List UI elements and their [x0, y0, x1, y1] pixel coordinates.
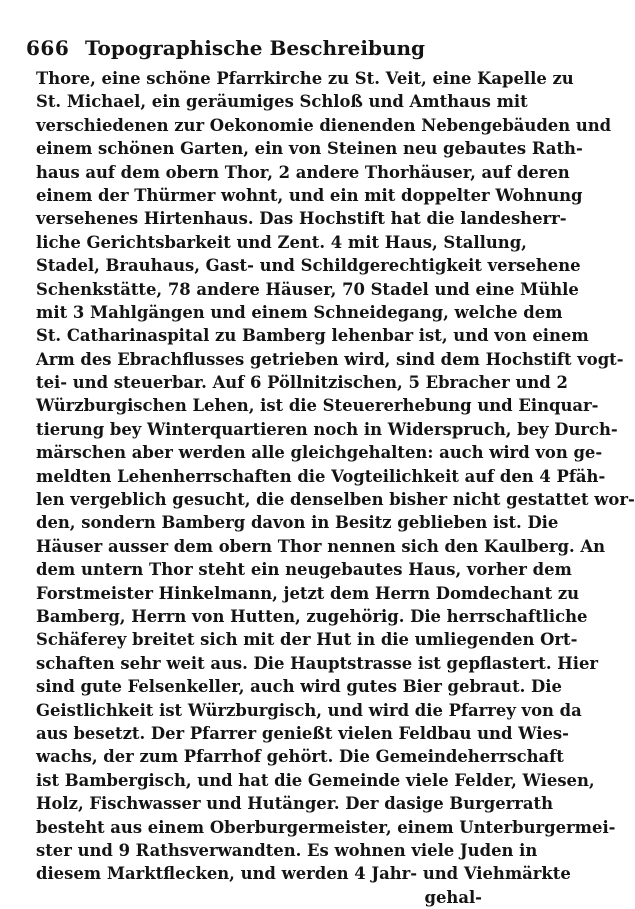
text-line: len vergeblich gesucht, die denselben bisher nicht gestattet wor-	[36, 490, 635, 510]
text-line: liche Gerichtsbarkeit und Zent. 4 mit Haus, Stallung,	[36, 232, 527, 252]
text-line: Holz, Fischwasser und Hutänger. Der dasige Burgerrath	[36, 794, 554, 814]
text-line: verschiedenen zur Oekonomie dienenden Nebengebäuden und	[36, 115, 612, 135]
text-line: Stadel, Brauhaus, Gast- und Schildgerechtigkeit versehene	[36, 256, 581, 276]
text-line: sind gute Felsenkeller, auch wird gutes Bier gebraut. Die	[36, 677, 562, 697]
text-line: ster und 9 Rathsverwandten. Es wohnen viele Juden in	[36, 840, 538, 860]
running-title: Topographische Beschreibung	[84, 36, 426, 60]
text-line: tierung bey Winterquartieren noch in Widerspruch, bey Durch-	[36, 419, 618, 439]
text-line: gehal-	[424, 887, 482, 907]
text-line: wachs, der zum Pfarrhof gehört. Die Gemeindeherrschaft	[36, 747, 564, 767]
text-line: märschen aber werden alle gleichgehalten: auch wird von ge-	[36, 443, 603, 463]
text-line: meldten Lehenherrschaften die Vogteilichkeit auf den 4 Pfäh-	[36, 466, 606, 486]
text-line: Arm des Ebrachflusses getrieben wird, sind dem Hochstift vogt-	[36, 349, 624, 369]
text-line: Bamberg, Herrn von Hutten, zugehörig. Die herrschaftliche	[36, 606, 588, 626]
page-number: 666	[26, 36, 70, 60]
text-line: versehenes Hirtenhaus. Das Hochstift hat die landesherr-	[36, 209, 567, 229]
text-line: Geistlichkeit ist Würzburgisch, und wird die Pfarrey von da	[36, 700, 582, 720]
text-line: schaften sehr weit aus. Die Hauptstrasse ist gepflastert. Hier	[36, 653, 599, 673]
text-line: mit 3 Mahlgängen und einem Schneidegang, welche dem	[36, 302, 563, 322]
text-line: einem schönen Garten, ein von Steinen neu gebautes Rath-	[36, 139, 583, 159]
text-line: den, sondern Bamberg davon in Besitz geblieben ist. Die	[36, 513, 559, 533]
text-line: St. Catharinaspital zu Bamberg lehenbar ist, und von einem	[36, 326, 589, 346]
text-line: dem untern Thor steht ein neugebautes Haus, vorher dem	[36, 560, 572, 580]
text-line: Thore, eine schöne Pfarrkirche zu St. Veit, eine Kapelle zu	[36, 69, 574, 88]
body-text	[36, 67, 635, 909]
text-line: Schäferey breitet sich mit der Hut in die umliegenden Ort-	[36, 630, 578, 650]
text-line: tei- und steuerbar. Auf 6 Pöllnitzischen, 5 Ebracher und 2	[36, 373, 568, 393]
text-line: haus auf dem obern Thor, 2 andere Thorhäuser, auf deren	[36, 162, 570, 182]
text-line: Forstmeister Hinkelmann, jetzt dem Herrn Domdechant zu	[36, 583, 580, 603]
text-line: besteht aus einem Oberburgermeister, einem Unterburgermei-	[36, 817, 616, 837]
page-header	[24, 36, 486, 66]
text-line: Würzburgischen Lehen, ist die Steuererhebung und Einquar-	[36, 396, 599, 416]
text-line: einem der Thürmer wohnt, und ein mit doppelter Wohnung	[36, 185, 583, 205]
text-line: St. Michael, ein geräumiges Schloß und Amthaus mit	[36, 92, 528, 112]
text-line: Schenkstätte, 78 andere Häuser, 70 Stadel und eine Mühle	[36, 279, 579, 299]
text-line: ist Bambergisch, und hat die Gemeinde viele Felder, Wiesen,	[36, 770, 595, 790]
text-line: diesem Marktflecken, und werden 4 Jahr- und Viehmärkte	[36, 864, 571, 884]
text-line: aus besetzt. Der Pfarrer genießt vielen Feldbau und Wies-	[36, 723, 569, 743]
text-line: Häuser ausser dem obern Thor nennen sich den Kaulberg. An	[36, 536, 606, 556]
